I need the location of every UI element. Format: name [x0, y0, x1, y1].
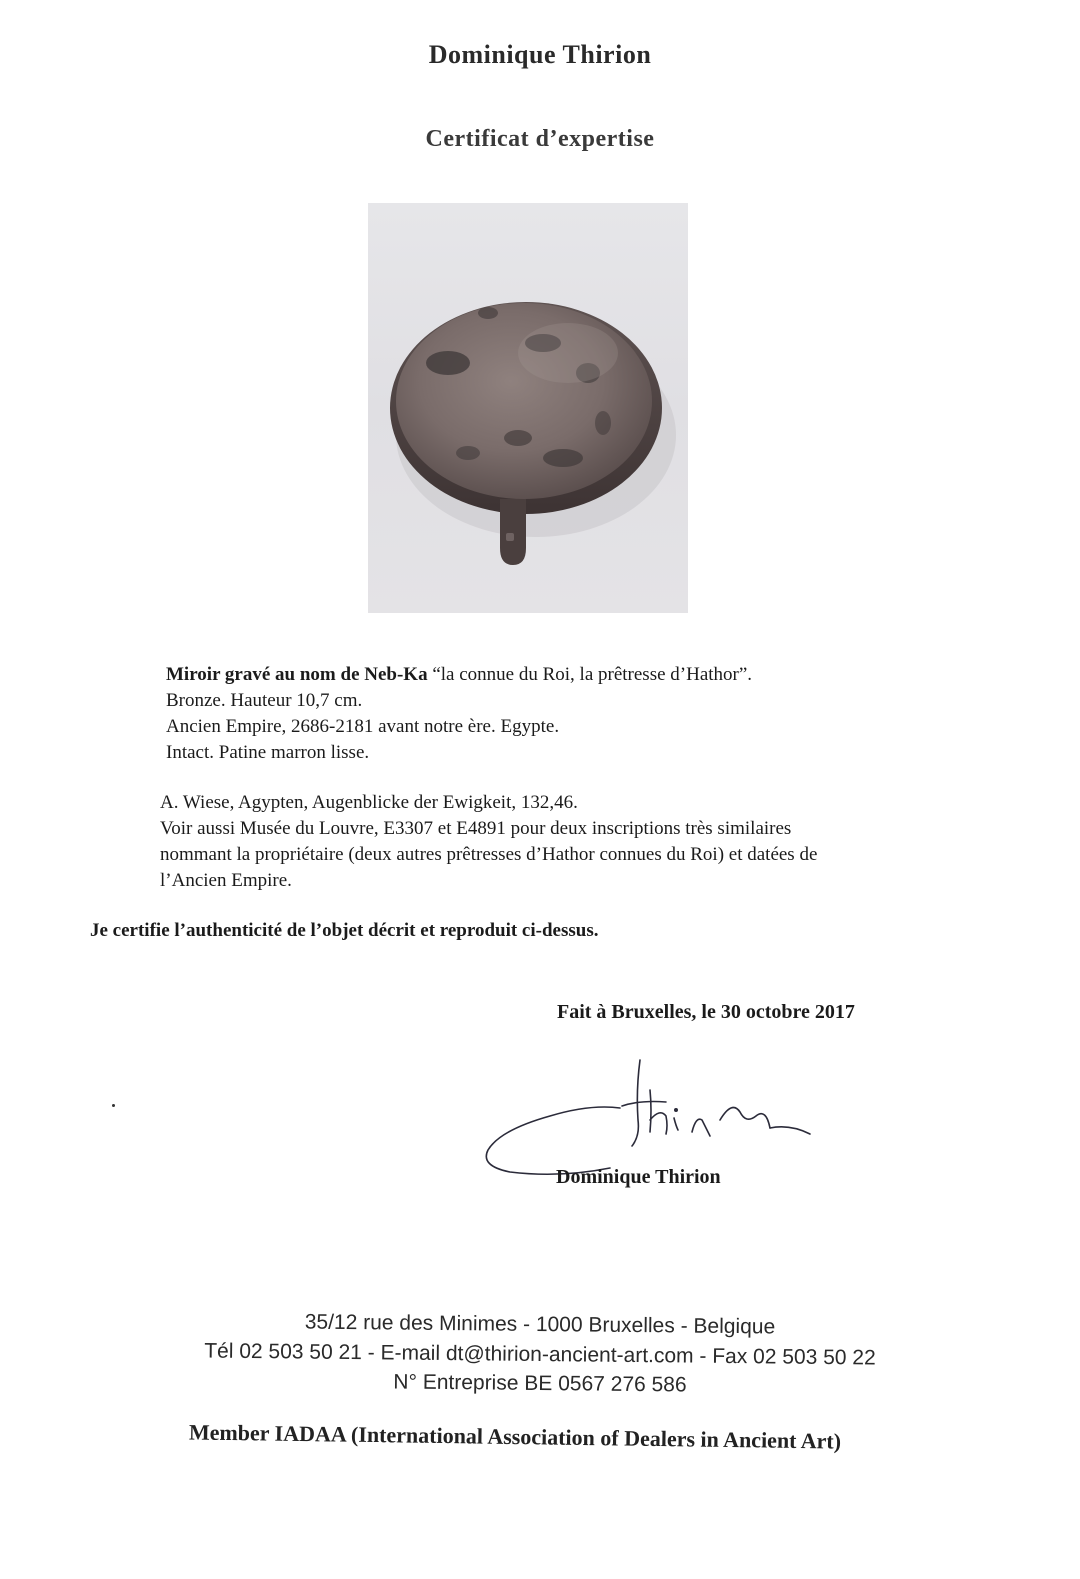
stray-mark: [112, 1104, 115, 1107]
handwritten-signature: [470, 1050, 850, 1180]
footer-membership: Member IADAA (International Association of Dealers in Ancient Art): [188, 1419, 842, 1454]
reference-line-4: l’Ancien Empire.: [160, 870, 292, 891]
signer-name: Dominique Thirion: [556, 1166, 721, 1188]
footer-address: 35/12 rue des Minimes - 1000 Bruxelles - Belgique: [304, 1310, 776, 1339]
description-condition: Intact. Patine marron lisse.: [166, 742, 370, 763]
dealer-name: Dominique Thirion: [428, 40, 652, 69]
object-photo: [368, 203, 688, 613]
description-title-rest: “la connue du Roi, la prêtresse d’Hathor”.: [427, 664, 753, 685]
description-material: Bronze. Hauteur 10,7 cm.: [166, 690, 363, 711]
certificate-title: Certificat d’expertise: [425, 126, 655, 152]
footer-contact: Tél 02 503 50 21 - E-mail dt@thirion-ancient-art.com - Fax 02 503 50 22: [204, 1339, 876, 1370]
description-period: Ancien Empire, 2686-2181 avant notre ère. Egypte.: [166, 716, 560, 737]
reference-line-3: nommant la propriétaire (deux autres prêtresses d’Hathor connues du Roi) et datées de: [160, 844, 818, 865]
place-and-date: Fait à Bruxelles, le 30 octobre 2017: [557, 1001, 855, 1023]
certification-statement: Je certifie l’authenticité de l’objet décrit et reproduit ci-dessus.: [90, 920, 599, 941]
footer-registration: N° Entreprise BE 0567 276 586: [393, 1370, 687, 1397]
reference-line-1: A. Wiese, Agypten, Augenblicke der Ewigkeit, 132,46.: [160, 792, 578, 813]
bronze-mirror-image: [368, 203, 688, 613]
object-description: [166, 662, 986, 766]
references: [160, 790, 1000, 894]
reference-line-2: Voir aussi Musée du Louvre, E3307 et E4891 pour deux inscriptions très similaires: [160, 818, 792, 839]
description-title-line: [166, 662, 986, 688]
description-title-bold: Miroir gravé au nom de Neb-Ka: [166, 664, 428, 685]
